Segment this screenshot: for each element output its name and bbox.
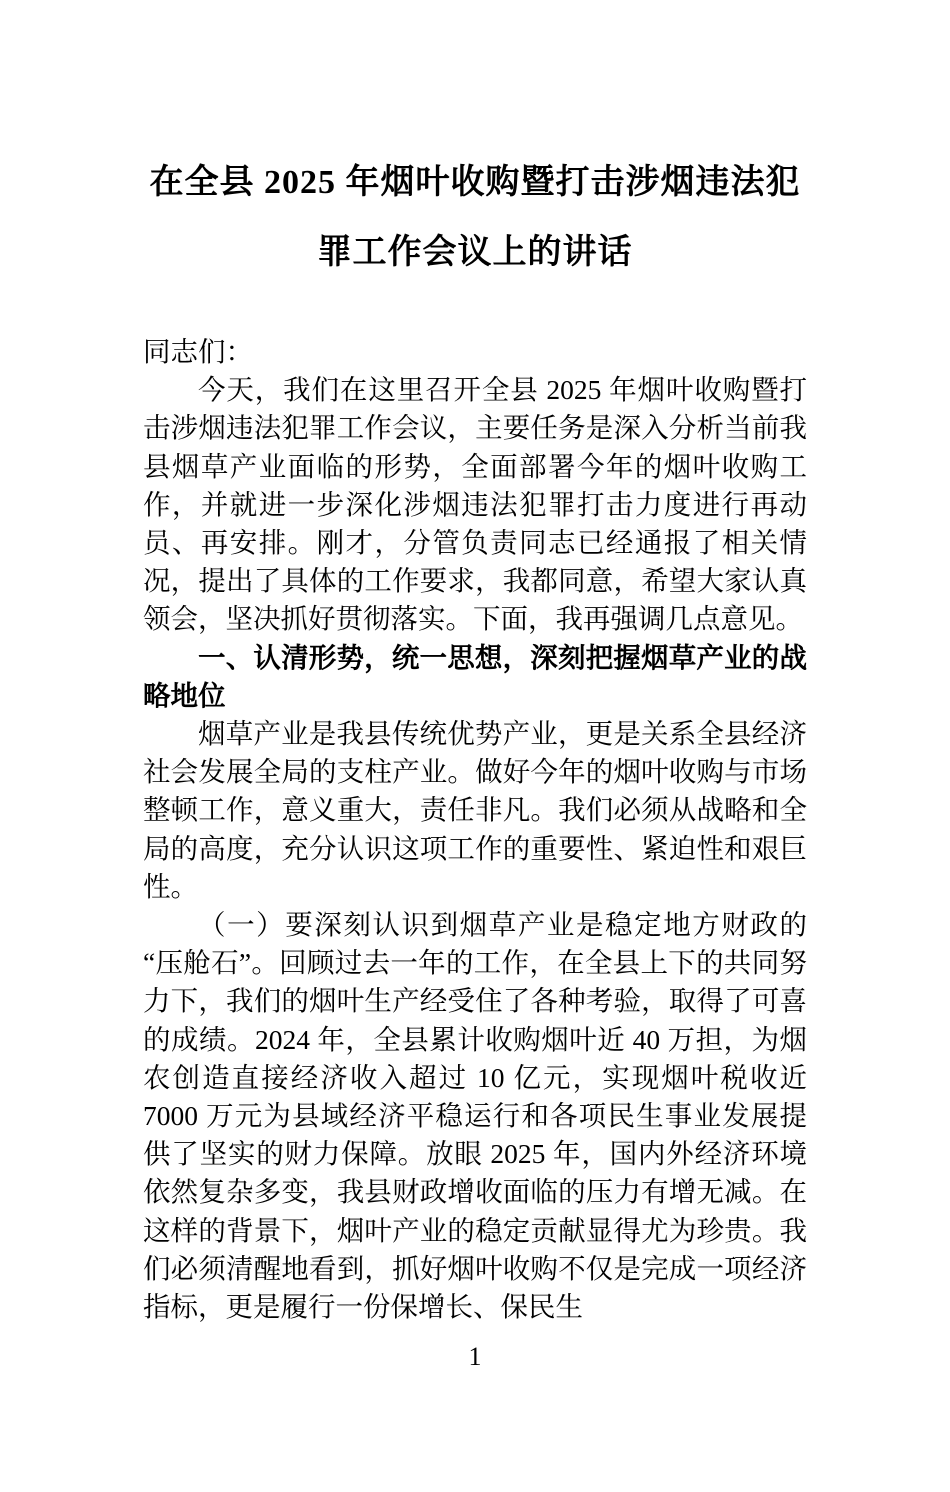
- document-title: [143, 148, 807, 288]
- document-title-line-1: 在全县 2025 年烟叶收购暨打击涉烟违法犯: [149, 164, 801, 201]
- document-body: [143, 333, 807, 1326]
- section-heading: 一、认清形势，统一思想，深刻把握烟草产业的战略地位: [143, 641, 807, 711]
- document-title-line-2: 罪工作会议上的讲话: [317, 234, 633, 271]
- page-footer: [143, 1342, 807, 1372]
- paragraph: 今天，我们在这里召开全县 2025 年烟叶收购暨打击涉烟违法犯罪工作会议，主要任务是深入分析当前我县烟草产业面临的形势，全面部署今年的烟叶收购工作，并就进一步深化涉烟违法犯罪打击力度进行再动员、再安排。刚才，分管负责同志已经通报了相关情况，提出了具体的工作要求，我都同意，希望大家认真领会，坚决抓好贯彻落实。下面，我再强调几点意见。: [143, 374, 807, 635]
- paragraph: 同志们：: [143, 336, 253, 367]
- document-page: [0, 148, 950, 1492]
- paragraph: 烟草产业是我县传统优势产业，更是关系全县经济社会发展全局的支柱产业。做好今年的烟叶收购与市场整顿工作，意义重大，责任非凡。我们必须从战略和全局的高度，充分认识这项工作的重要性、紧迫性和艰巨性。: [143, 718, 807, 902]
- paragraph: （一）要深刻认识到烟草产业是稳定地方财政的“压舱石”。回顾过去一年的工作，在全县上下的共同努力下，我们的烟叶生产经受住了各种考验，取得了可喜的成绩。2024 年，全县累计收购烟叶近 40 万担，为烟农创造直接经济收入超过 10 亿元，实现烟叶税收近 7000 万元为县域经济平稳运行和各项民生事业发展提供了坚实的财力保障。放眼 2025 年，国内外经济环境依然复杂多变，我县财政增收面临的压力有增无减。在这样的背景下，烟叶产业的稳定贡献显得尤为珍贵。我们必须清醒地看到，抓好烟叶收购不仅是完成一项经济指标，更是履行一份保增长、保民生: [143, 909, 807, 1323]
- page-number: 1: [468, 1342, 482, 1372]
